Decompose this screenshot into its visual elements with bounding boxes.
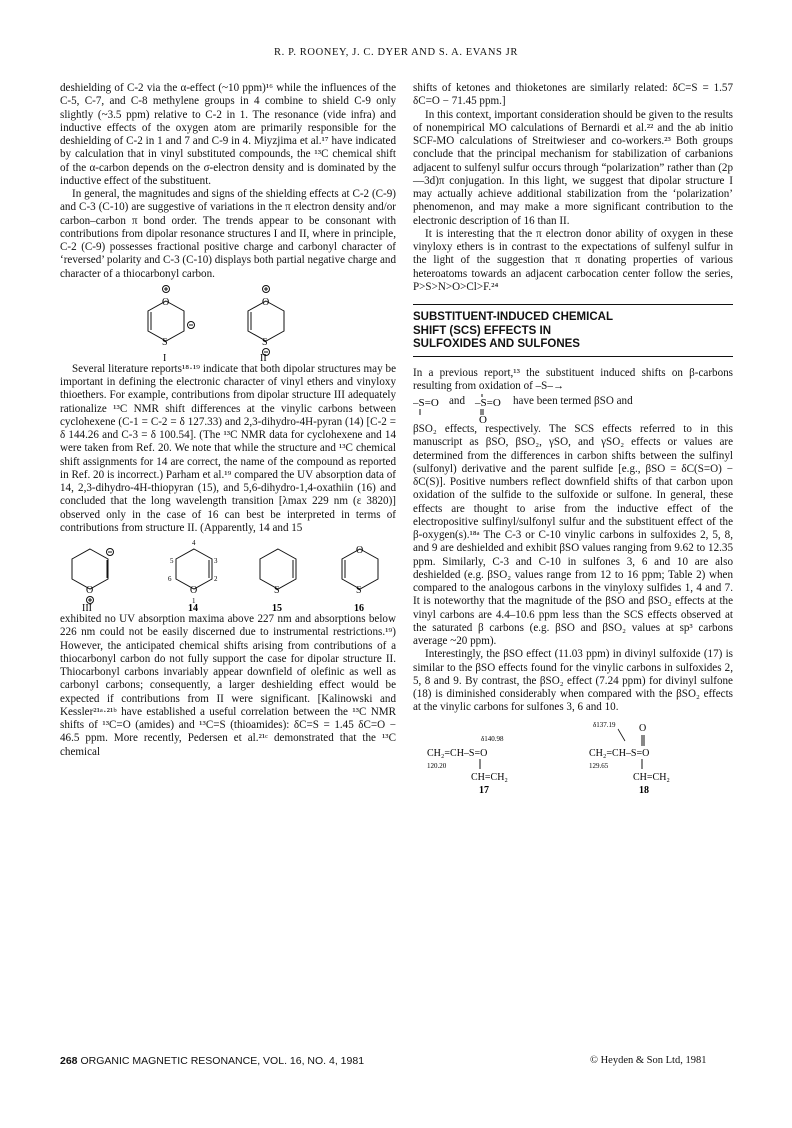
right-paragraph-5: βSO₂ effects, respectively. The SCS effects referred to in this manuscript as βSO, βSO₂, γSO, and γSO₂ effects or values are determined from the differences in carbon shifts between the sulfinyl (sulfonyl) derivative and the parent sulfide [e.g., βSO = δC(S=O) − δC(S)]. Positive numbers reflect downfield shifts of that carbon upon oxidation of the sulfide to the sulfoxide or sulfone. In general, these effects are thought to arise from the inductive effect of the electropositive sulfinyl/sulfonyl sulfur and the substituent effect of the β-oxygen(s).¹⁸ᵃ The C-3 or C-10 vinylic carbons in sulfoxides 2, 5, 8, and 9 are deshielded and exhibit βSO values ranging from 9.62 to 12.35 ppm. Similarly, C-3 and C-10 in sulfones 3, 6 and 10 are also deshielded (e.g. βSO₂ values range from 12 to 16 ppm; Table 2) when compared to the analogous carbons in the vinyloxy sulfides 1, 4 and 7. It is noteworthy that the magnitude of the βSO and βSO₂ effects at the vinyl carbons are 4.4–10.6 ppm less than the SCS effects observed at the saturated β carbons (e.g. βSO and βSO₂ values at sp³ carbons average ~20 ppm).: [413, 423, 733, 647]
figure-17-18: [413, 719, 733, 797]
svg-text:O: O: [479, 414, 487, 423]
branch-18: CH=CH₂: [633, 771, 670, 783]
structure-I: [148, 285, 195, 341]
shift-18-top: δ137.19: [593, 720, 616, 729]
shift-18-low: 129.65: [589, 761, 609, 770]
right-paragraph-6: Interestingly, the βSO effect (11.03 ppm) in divinyl sulfoxide (17) is similar to the βSO effects found for the vinylic carbons in sulfoxides 2, 5, 8 and 9. By contrast, the βSO₂ effect (7.24 ppm) for divinyl sulfone (18) is diminished considerably when compared with the βSO₂ effects at the vinylic carbons for sulfones 3, 6 and 10.: [413, 648, 733, 714]
formula-18: CH₂=CH–S=O: [589, 747, 650, 759]
right-column: [413, 82, 733, 797]
left-paragraph-3: Several literature reports¹⁸·¹⁹ indicate that both dipolar structures may be important in defining the electronic character of vinyl ethers and vinyloxy thioethers. For example, contributions from dipolar structure III adequately rationalize ¹³C NMR shift differences at the vinylic carbons between cyclohexene (C-1 = C-2 = δ 127.33) and 2,3-dihydro-4H-pyran (14) [C-2 = δ 144.26 and C-3 = δ 100.54]. (The ¹³C NMR data for cyclohexene and 14 were taken from Ref. 20. We note that while the structure and ¹³C chemical shift assignments for 14 are correct, the name of the compound as reported in Ref. 20 is incorrect.) Parham et al.¹⁹ compared the UV absorption data of 14, 2,3-dihydro-4H-thiopyran (15), and 5,6-dihydro-1,4-oxathiin (16) and concluded that the long wavelength transition [λmax 229 nm (ε 3820)] observed only in the case of 16 can best be interpreted in terms of contributions from structure II. (Apparently, 14 and 15: [60, 362, 396, 534]
svg-text:O: O: [639, 722, 647, 734]
branch-17: CH=CH₂: [471, 771, 508, 783]
label-16: 16: [354, 603, 364, 613]
right-paragraph-3: It is interesting that the π electron donor ability of oxygen in these vinyloxy ethers is in contrast to the expectations of sulfenyl sulfur in the light of the suggestion that π donating properties of various heteroatoms towards an adjacent carbocation center follow the series, P>S>N>O>Cl>F.²⁴: [413, 227, 733, 293]
svg-text:O: O: [262, 296, 270, 308]
formula-17: CH₂=CH–S=O: [427, 747, 488, 759]
right-paragraph-4: In a previous report,¹³ the substituent induced shifts on β-carbons resulting from oxidation of –S–→: [413, 366, 733, 392]
svg-text:2: 2: [214, 575, 218, 583]
running-header: R. P. ROONEY, J. C. DYER AND S. A. EVANS JR: [274, 47, 518, 58]
footer-journal: [60, 1055, 364, 1067]
structure-14: [176, 549, 212, 589]
svg-text:S: S: [356, 585, 362, 596]
structures-I-II-drawing: [60, 281, 396, 363]
svg-text:O: O: [190, 585, 198, 596]
left-paragraph-1: deshielding of C-2 via the α-effect (~10 ppm)¹⁶ while the influences of the C-5, C-7, and C-8 methylene groups in 4 combine to shield C-9 only slightly (~3.5 ppm) relative to C-2 in 1. The resonance (vide infra) and inductive effects of the oxygen atom are primarily responsible for the deshielding of C-2 in 1 and 7 and C-9 in 4. Miyzjima et al.¹⁷ have indicated by calculation that in vinyl substituted compounds, the ¹³C chemical shift of the α-carbon depends on the σ-electron density and is dominated by the inductive effect of the substituent.: [60, 82, 396, 187]
svg-text:–S=O: –S=O: [413, 397, 439, 409]
label-17: 17: [479, 784, 489, 796]
svg-text:6: 6: [168, 575, 172, 583]
shift-17-low: 120.20: [427, 761, 447, 770]
svg-text:4: 4: [192, 539, 196, 547]
right-paragraph-2: In this context, important consideration should be given to the results of nonempirical MO calculations of Bernardi et al.²² and the ab initio SCF-MO calculations of Streitwieser and co-workers.²³ Both groups conclude that the principal mechanism for stabilization of carbanions adjacent to sulfenyl sulfur occurs through “polarization” rather than (2p—3d)π conjugation. In this light, we suggest that dipolar structure I may actually achieve additional stabilization from the ‘polarization’ phenomenon, and may make a more significant contribution to the electronic description of 16 than II.: [413, 108, 733, 227]
label-15: 15: [272, 603, 282, 613]
section-heading: [413, 304, 733, 357]
section-heading-line-2: SHIFT (SCS) EFFECTS IN: [413, 324, 551, 337]
inline-and: and: [449, 395, 466, 407]
figure-structures-I-II: [60, 281, 396, 363]
svg-text:O: O: [162, 296, 170, 308]
inline-tail: have been termed βSO and: [513, 395, 633, 407]
label-18: 18: [639, 784, 649, 796]
label-I: I: [163, 352, 167, 363]
label-III: III: [82, 603, 92, 613]
svg-text:5: 5: [170, 557, 174, 565]
structures-III-16-drawing: [60, 535, 396, 613]
structures-17-18-drawing: [413, 719, 733, 797]
page-number: 268: [60, 1055, 78, 1067]
structure-15: [260, 549, 296, 589]
svg-text:S: S: [274, 585, 280, 596]
shift-17-top: δ140.98: [481, 734, 504, 743]
sulfoxide-sulfone-inline: [413, 393, 733, 423]
svg-text:O: O: [356, 545, 364, 556]
footer-copyright: © Heyden & Son Ltd, 1981: [590, 1055, 707, 1066]
journal-citation: ORGANIC MAGNETIC RESONANCE, VOL. 16, NO. 4, 1981: [80, 1055, 365, 1067]
left-paragraph-2: In general, the magnitudes and signs of the shielding effects at C-2 (C-9) and C-3 (C-10) are suggestive of variations in the π electron density and/or carbon–carbon π bond order. The trends appear to be consonant with contributions from dipolar resonance structures I and II, where in principle, C-2 (C-9) possesses fractional positive charge and carbonyl character of ‘reversed’ polarity and C-3 (C-10) displays both partial negative charge and character of a thiocarbonyl carbon.: [60, 188, 396, 280]
figure-structures-III-16: [60, 535, 396, 613]
svg-text:O: O: [86, 585, 94, 596]
svg-text:3: 3: [214, 557, 218, 565]
section-heading-line-3: SULFOXIDES AND SULFONES: [413, 338, 580, 350]
svg-text:S: S: [162, 336, 168, 348]
left-column: [60, 82, 396, 759]
svg-text:1: 1: [192, 597, 196, 605]
label-II: II: [260, 352, 267, 363]
label-14: 14: [188, 603, 198, 613]
right-paragraph-1: shifts of ketones and thioketones are similarly related: δC=S = 1.57 δC=O − 71.45 ppm.]: [413, 82, 733, 108]
svg-text:S: S: [262, 336, 268, 348]
section-heading-line-1: SUBSTITUENT-INDUCED CHEMICAL: [413, 311, 613, 323]
svg-text:–S=O: –S=O: [475, 397, 501, 409]
left-paragraph-4: exhibited no UV absorption maxima above 227 nm and absorptions below 226 nm could not be easily discerned due to instrumental restrictions.¹⁹) However, the anticipated chemical shifts arising from contributions of a thiocarbonyl carbon do not fully support the case for dipolar structure II. Thiocarbonyl carbons invariably appear downfield of olefinic as well as carbonyl carbons; consequently, a larger deshielding effect would be expected if contributions from II were significant. [Kalinowski and Kessler²¹ᵃ·²¹ᵇ have established a useful correlation between the ¹³C NMR shifts of ¹³C=O (amides) and ¹³C=S (thioamides): δC=S = 1.45 δC=O − 46.5 ppm. More recently, Pedersen et al.²¹ᶜ demonstrated that the ¹³C chemical: [60, 613, 396, 758]
